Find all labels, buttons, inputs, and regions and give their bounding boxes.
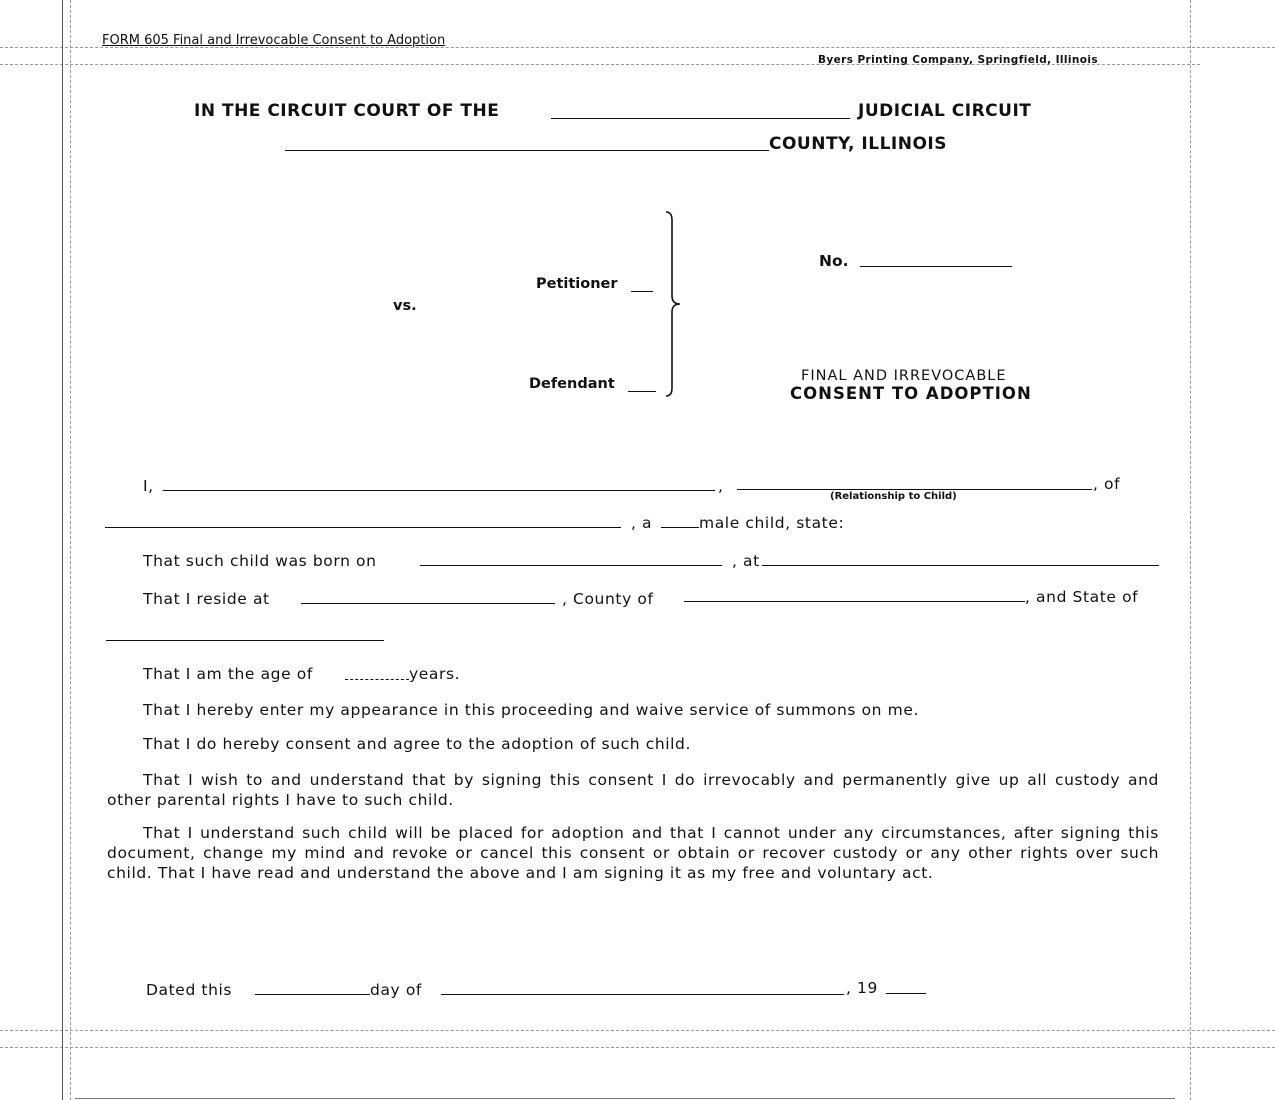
understand-statement: That I understand such child will be placed for adoption and that I cannot under any circumstances, after signing this document, change my mind and revoke or cancel this consent or obtain or recover custody or any other rights over such child. That I have read and understand the above and I am signing it as my free and voluntary act. bbox=[107, 824, 1159, 882]
day-field[interactable] bbox=[255, 994, 370, 995]
state-of-label: , and State of bbox=[1025, 588, 1139, 606]
defendant-label: Defendant bbox=[529, 376, 615, 392]
printer-credit: Byers Printing Company, Springfield, Illinois bbox=[818, 54, 1099, 66]
doc-title-line2: CONSENT TO ADOPTION bbox=[790, 384, 1032, 403]
court-heading-left: IN THE CIRCUIT COURT OF THE bbox=[194, 101, 500, 121]
years-label: years. bbox=[409, 665, 461, 683]
name-comma: , bbox=[718, 477, 724, 495]
scan-artifact-bottom-rule bbox=[75, 1098, 1175, 1099]
wish-statement: That I wish to and understand that by signing this consent I do irrevocably and permanently give up all custody and other parental rights I have to such child. bbox=[107, 771, 1159, 809]
county-field[interactable] bbox=[285, 150, 769, 151]
age-field[interactable] bbox=[345, 679, 409, 680]
doc-title-line1: FINAL AND IRREVOCABLE bbox=[801, 368, 1007, 384]
county-of-label: , County of bbox=[562, 590, 654, 608]
form-title: FORM 605 Final and Irrevocable Consent to Adoption bbox=[102, 33, 446, 48]
consent-statement: That I do hereby consent and agree to the adoption of such child. bbox=[143, 735, 692, 753]
residence-county-field[interactable] bbox=[684, 601, 1025, 602]
year-prefix: , 19 bbox=[846, 979, 878, 997]
defendant-field[interactable] bbox=[628, 391, 656, 392]
of-label: , of bbox=[1093, 475, 1121, 493]
scan-margin-dots bbox=[70, 0, 71, 1100]
male-child-label: male child, state: bbox=[699, 514, 845, 532]
at-label: , at bbox=[732, 552, 760, 570]
age-label: That I am the age of bbox=[143, 665, 313, 683]
scan-artifact-bottom bbox=[0, 1030, 1275, 1031]
scan-artifact-bottom-2 bbox=[0, 1047, 1275, 1048]
county-illinois: COUNTY, ILLINOIS bbox=[769, 134, 947, 154]
petitioner-field[interactable] bbox=[631, 291, 653, 292]
residence-line-field[interactable] bbox=[105, 527, 621, 528]
caption-brace bbox=[660, 208, 684, 400]
vs-label: vs. bbox=[393, 298, 417, 314]
judicial-circuit-field[interactable] bbox=[551, 118, 850, 119]
relationship-caption: (Relationship to Child) bbox=[830, 491, 957, 502]
scan-margin-line bbox=[62, 0, 63, 1100]
dated-this-label: Dated this bbox=[146, 981, 233, 999]
court-heading-right: JUDICIAL CIRCUIT bbox=[858, 101, 1032, 121]
name-field[interactable] bbox=[163, 490, 715, 491]
residence-state-field[interactable] bbox=[106, 640, 384, 641]
day-of-label: day of bbox=[370, 981, 422, 999]
appearance-statement: That I hereby enter my appearance in this proceeding and waive service of summons on me. bbox=[143, 701, 919, 719]
petitioner-label: Petitioner bbox=[536, 276, 618, 292]
a-label: , a bbox=[631, 514, 653, 532]
birth-place-field[interactable] bbox=[762, 565, 1159, 566]
born-label: That such child was born on bbox=[143, 552, 377, 570]
scan-margin-dots-right bbox=[1190, 0, 1191, 1100]
case-no-label: No. bbox=[819, 252, 849, 270]
i-label: I, bbox=[143, 477, 154, 495]
case-no-field[interactable] bbox=[860, 266, 1012, 267]
reside-label: That I reside at bbox=[143, 590, 270, 608]
relationship-field[interactable] bbox=[737, 489, 1092, 490]
gender-field[interactable] bbox=[661, 527, 699, 528]
year-field[interactable] bbox=[886, 993, 926, 994]
address-field[interactable] bbox=[301, 603, 555, 604]
month-field[interactable] bbox=[441, 994, 844, 995]
birth-date-field[interactable] bbox=[420, 565, 722, 566]
